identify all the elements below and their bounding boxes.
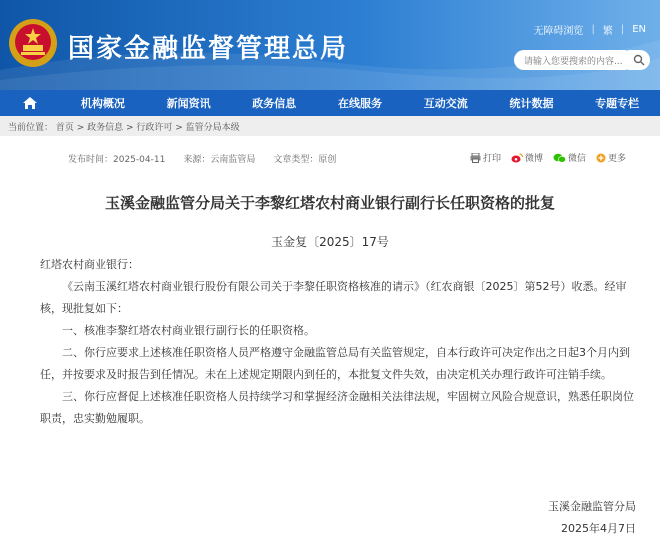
accessibility-link[interactable]: 无障碍浏览 [533,26,584,37]
document-title: 玉溪金融监管分局关于李黎红塔农村商业银行副行长任职资格的批复 [104,194,555,212]
paragraph-3: 二、你行应要求上述核准任职资格人员严格遵守金融监管总局有关监管规定，自本行政许可决定作出之日起3个月内到任，并按要求及时报告到任情况。未在上述规定期限内到任的，本批复文件失效，由决定机关办理行政许可注销手续。 [40,346,630,381]
main-nav [0,90,660,116]
print-label: 打印 [483,154,502,164]
breadcrumb: 当前位置： 首页 > 政务信息 > 行政许可 > 监管分局本级 [0,116,660,136]
article-card [0,136,660,550]
publish-date: 发布时间：2025-04-11 [68,155,166,165]
site-title[interactable]: 国家金融监督管理总局 [68,34,349,64]
signing-organization: 玉溪金融监管分局 [548,500,636,513]
home-icon [22,96,38,110]
article-meta [68,152,354,165]
nav-item-about[interactable]: 机构概况 [80,97,125,110]
wechat-share-button[interactable] [553,151,586,164]
weibo-label: 微博 [525,154,544,164]
document-body [40,254,640,430]
site-header [0,0,660,90]
wechat-label: 微信 [568,154,587,164]
share-bar [470,151,636,164]
weibo-share-button[interactable] [511,151,543,164]
nav-item-news[interactable]: 新闻资讯 [166,97,211,110]
national-emblem-icon [8,18,58,68]
more-label: 更多 [608,154,627,164]
search-icon [633,54,645,66]
nav-item-special-topics[interactable]: 专题专栏 [595,97,640,110]
nav-home[interactable] [0,90,60,116]
nav-item-statistics[interactable]: 统计数据 [509,97,554,110]
addressee: 红塔农村商业银行： [40,258,139,271]
nav-item-online-services[interactable]: 在线服务 [338,97,383,110]
paragraph-4: 三、你行应督促上述核准任职资格人员持续学习和掌握经济金融相关法律法规，牢固树立风险合规意识，熟悉任职岗位职责，忠实勤勉履职。 [40,390,634,425]
document-number: 玉金复〔2025〕17号 [271,235,389,249]
divider: | [620,24,625,35]
traditional-chinese-link[interactable]: 繁 [602,26,613,37]
nav-item-government-info[interactable]: 政务信息 [252,97,297,110]
more-share-button[interactable] [596,151,626,164]
plus-icon [596,153,606,163]
divider: | [591,24,595,35]
paragraph-2: 一、核准李黎红塔农村商业银行副行长的任职资格。 [62,324,315,337]
printer-icon [470,153,481,163]
wechat-icon [553,153,566,163]
signing-date: 2025年4月7日 [561,522,636,535]
print-button[interactable] [470,151,501,164]
article-source: 来源：云南监管局 [183,155,256,165]
top-links [525,22,646,37]
article-type: 文章类型：原创 [273,155,337,165]
nav-item-interaction[interactable]: 互动交流 [423,97,468,110]
paragraph-1: 《云南玉溪红塔农村商业银行股份有限公司关于李黎任职资格核准的请示》（红农商银〔2025〕第52号）收悉。经审核，现批复如下： [40,280,627,315]
search-input[interactable]: 请输入您要搜索的内容... [514,50,634,70]
search-button[interactable] [628,50,650,70]
signature-block [548,496,636,540]
english-link[interactable]: EN [632,24,646,35]
weibo-icon [511,153,523,163]
